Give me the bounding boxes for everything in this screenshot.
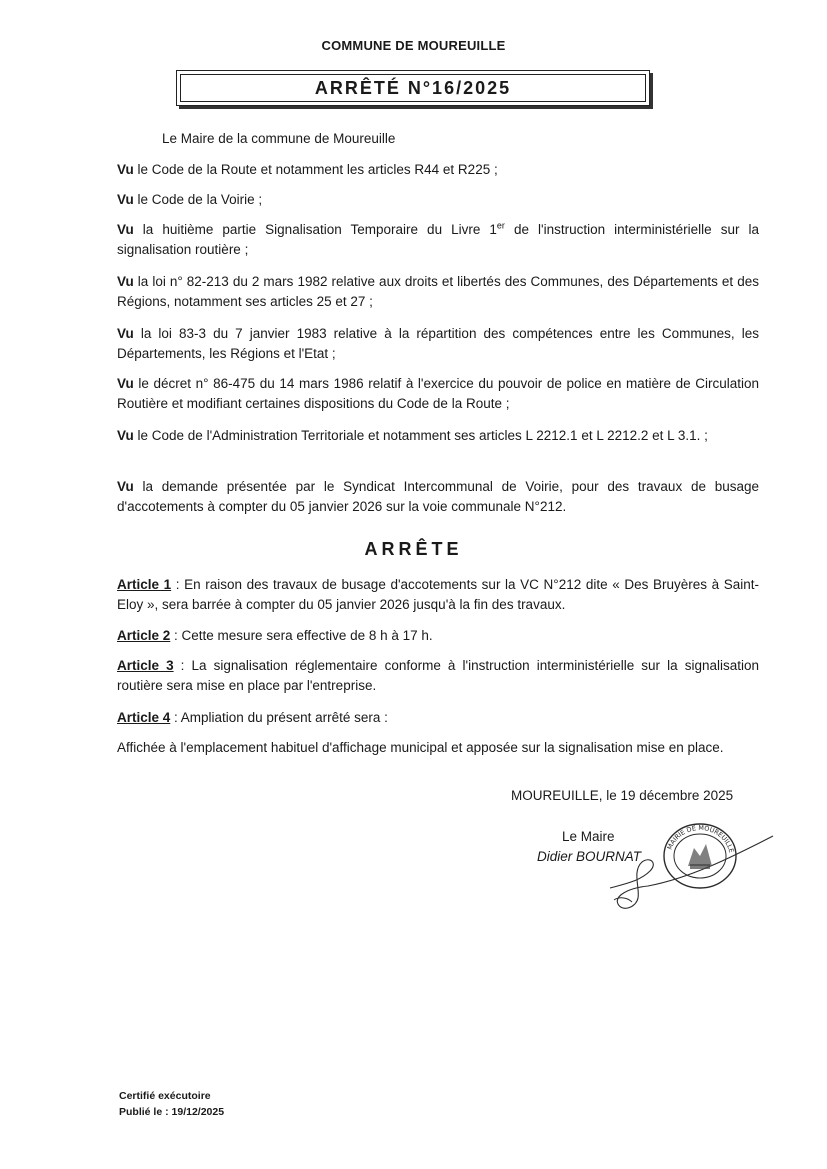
commune-header: COMMUNE DE MOUREUILLE	[321, 38, 506, 53]
vu-label: Vu	[117, 376, 134, 391]
vu-item	[117, 477, 759, 517]
vu-label: Vu	[117, 222, 134, 237]
vu-label: Vu	[117, 192, 134, 207]
vu-item	[117, 426, 759, 446]
article-label: Article 2	[117, 628, 171, 643]
vu-label: Vu	[117, 162, 134, 177]
vu-text-superscript: er	[496, 220, 505, 231]
vu-item	[117, 190, 759, 210]
seal-text: MAIRIE DE MOUREUILLE	[665, 823, 736, 854]
article-text: : Ampliation du présent arrêté sera :	[170, 710, 388, 725]
article-label: Article 4	[117, 710, 171, 725]
place-date: MOUREUILLE, le 19 décembre 2025	[511, 788, 734, 803]
vu-text: la demande présentée par le Syndicat Intercommunal de Voirie, pour des travaux de busage d'accotements à compter du 05 janvier 2026 sur la voie communale N°212.	[117, 479, 759, 514]
vu-label: Vu	[117, 479, 134, 494]
article-2	[117, 626, 759, 646]
footer-certified: Certifié exécutoire	[119, 1090, 211, 1102]
article-3	[117, 656, 759, 696]
article-text: : En raison des travaux de busage d'accotements sur la VC N°212 dite « Des Bruyères à Saint-Eloy », sera barrée à compter du 05 janvier 2026 jusqu'à la fin des travaux.	[117, 577, 759, 612]
signatory-role: Le Maire	[562, 829, 615, 844]
document-title: ARRÊTÉ N°16/2025	[314, 77, 512, 98]
vu-text: le Code de la Route et notamment les articles R44 et R225 ;	[137, 162, 498, 177]
maire-preamble: Le Maire de la commune de Moureuille	[162, 131, 396, 146]
vu-label: Vu	[117, 274, 134, 289]
vu-item	[117, 272, 759, 312]
vu-text: le décret n° 86-475 du 14 mars 1986 relatif à l'exercice du pouvoir de police en matière de Circulation Routière et modifiant certaines dispositions du Code de la Route ;	[117, 376, 759, 411]
article-text: : La signalisation réglementaire conforme à l'instruction interministérielle sur la signalisation routière sera mise en place par l'entreprise.	[117, 658, 760, 693]
vu-label: Vu	[117, 326, 134, 341]
arrete-heading: ARRÊTE	[364, 539, 463, 559]
vu-item	[117, 220, 759, 260]
vu-item	[117, 160, 759, 180]
vu-text: la loi n° 82-213 du 2 mars 1982 relative aux droits et libertés des Communes, des Départements et des Régions, notamment ses articles 25 et 27 ;	[117, 274, 759, 309]
title-box	[176, 70, 650, 106]
article-label: Article 3	[117, 658, 174, 673]
mairie-seal-stamp	[660, 820, 740, 892]
vu-text: le Code de l'Administration Territoriale et notamment ses articles L 2212.1 et L 2212.2 et L 3.1. ;	[137, 428, 708, 443]
vu-text: la huitième partie Signalisation Temporaire du Livre 1	[142, 222, 497, 237]
vu-text: le Code de la Voirie ;	[137, 192, 263, 207]
vu-item	[117, 374, 759, 414]
article-4-closing: Affichée à l'emplacement habituel d'affichage municipal et apposée sur la signalisation mise en place.	[117, 740, 724, 755]
article-label: Article 1	[117, 577, 172, 592]
article-1	[117, 575, 759, 615]
article-4	[117, 708, 759, 728]
vu-label: Vu	[117, 428, 134, 443]
vu-text: de l'instruction interministérielle sur la signalisation routière ;	[117, 222, 759, 257]
vu-text: la loi 83-3 du 7 janvier 1983 relative à la répartition des compétences entre les Communes, les Départements, les Régions et l'Etat ;	[117, 326, 759, 361]
vu-item	[117, 324, 759, 364]
signatory-name: Didier BOURNAT	[537, 849, 642, 864]
article-text: : Cette mesure sera effective de 8 h à 17 h.	[170, 628, 433, 643]
footer-published: Publié le : 19/12/2025	[119, 1106, 225, 1118]
